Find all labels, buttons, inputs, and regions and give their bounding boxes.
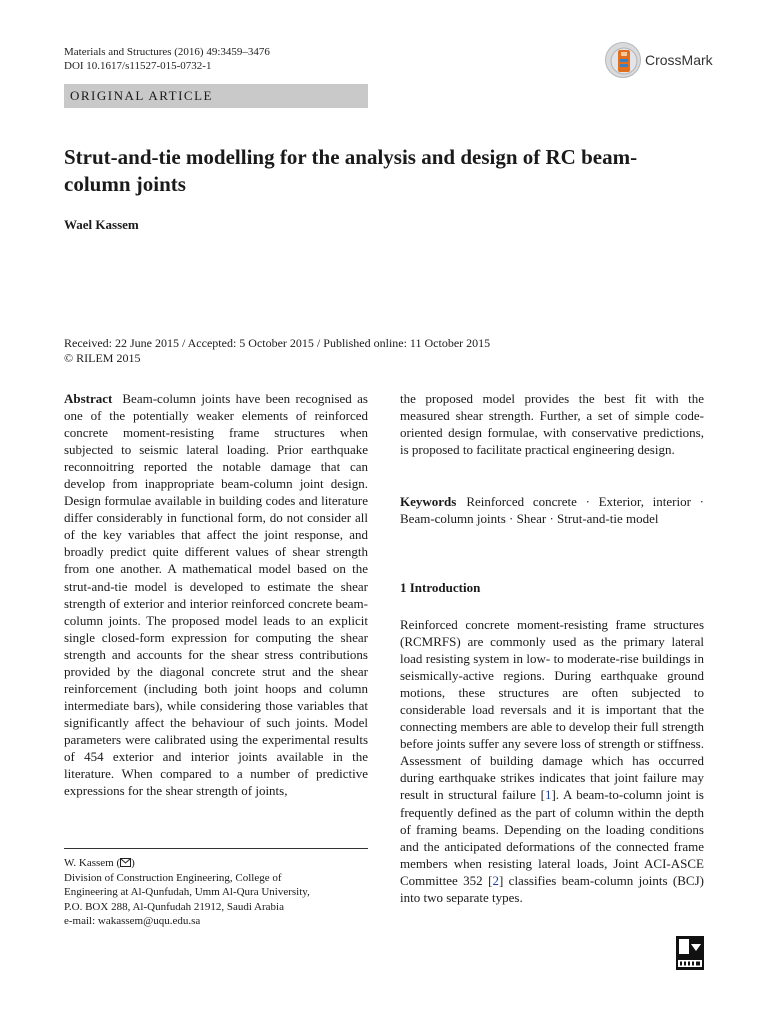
reference-link-2[interactable]: 2 [492, 872, 499, 888]
intro-text-part1: Reinforced concrete moment-resisting frame structures (RCMRFS) are commonly used as the primary lateral load resisting system in low- to moderate-rise buildings in seismically-active regions. During earthquake ground motions, these structures are often subjected to considerable load reversals and it is important that the connecting members are able to develop their full strength before joints suffer any severe loss of strength or stiffness. Assessment of building damage which has occurred during earthquake strikes indicates that joint failure may result in structural failure [ [400, 617, 704, 803]
introduction-heading: 1 Introduction [400, 580, 481, 595]
author-name[interactable]: Wael Kassem [64, 217, 139, 232]
crossmark-label: CrossMark [645, 52, 713, 68]
copyright-notice: © RILEM 2015 [64, 351, 141, 365]
crossmark-icon [605, 42, 641, 78]
abstract-heading: Abstract [64, 391, 113, 406]
footnote-email[interactable]: e-mail: wakassem@uqu.edu.sa [64, 915, 201, 927]
keywords-block [400, 493, 704, 527]
footnote-address: P.O. BOX 288, Al-Qunfudah 21912, Saudi Arabia [64, 900, 284, 913]
footnote-author-line [64, 856, 368, 871]
keywords-text: Reinforced concrete · Exterior, interior · Beam-column joints · Shear · Strut-and-tie model [400, 494, 704, 527]
footnote-affiliation-2: Engineering at Al-Qunfudah, Umm Al-Qura University, [64, 886, 310, 898]
introduction-body [400, 616, 704, 906]
rilem-logo-icon [676, 936, 704, 970]
doi-link[interactable]: DOI 10.1617/s11527-015-0732-1 [64, 60, 212, 72]
keywords-heading: Keywords [400, 494, 457, 509]
journal-reference: Materials and Structures (2016) 49:3459–3476 [64, 46, 270, 58]
envelope-icon[interactable] [120, 857, 131, 869]
footnote-affiliation-1: Division of Construction Engineering, College of [64, 871, 282, 884]
intro-text-part3: ] classifies beam-column joints (BCJ) into two separate types. [400, 872, 704, 905]
section-label: ORIGINAL ARTICLE [64, 84, 368, 108]
abstract-right-column: the proposed model provides the best fit with the measured shear strength. Further, a set of simple code-oriented design formulae, with conservative predictions, is proposed to facilitate practical engineering design. [400, 391, 704, 458]
abstract-left-column [64, 390, 368, 799]
publication-dates: Received: 22 June 2015 / Accepted: 5 October 2015 / Published online: 11 October 2015 [64, 336, 491, 350]
footnote-divider [64, 848, 368, 849]
footnote-author-close: ) [131, 857, 135, 869]
article-title: Strut-and-tie modelling for the analysis and design of RC beam-column joints [64, 145, 638, 196]
author-footnote [64, 856, 368, 929]
abstract-text-left: Beam-column joints have been recognised as one of the potentially weaker elements of reinforced concrete moment-resisting frame structures when subjected to seismic lateral loading. Prior earthquake reconnoitring reported the notable damage that can develop from inappropriate beam-column joint design. Design formulae available in building codes and literature differ considerably in functional form, do not consider all of the key variables that affect the joint response, and broadly predict quite different values of shear strength from one another. A mathematical model based on the strut-and-tie model is developed to estimate the shear strength of exterior and interior reinforced concrete beam-column joints. The proposed model leads to an explicit single closed-form expression for computing the shear strength and accounts for the shear stress contributions provided by the diagonal concrete strut and the shear reinforcement (including both joint hoops and column intermediate bars), while considering those variables that significantly affect the behaviour of such joints. Model parameters were calibrated using the experimental results of 454 exterior and interior joints available in the literature. When compared to a number of predictive expressions for the shear strength of joints, [64, 391, 368, 799]
intro-text-part2: ]. A beam-to-column joint is frequently defined as the part of column within the depth of framing beams. Depending on the loading conditions and the anticipated deformations of the connected frame members when resisting lateral loads, Joint ACI-ASCE Committee 352 [ [400, 787, 704, 888]
crossmark-badge[interactable] [605, 42, 735, 82]
footnote-author-name: W. Kassem ( [64, 857, 121, 869]
reference-link-1[interactable]: 1 [544, 787, 552, 803]
